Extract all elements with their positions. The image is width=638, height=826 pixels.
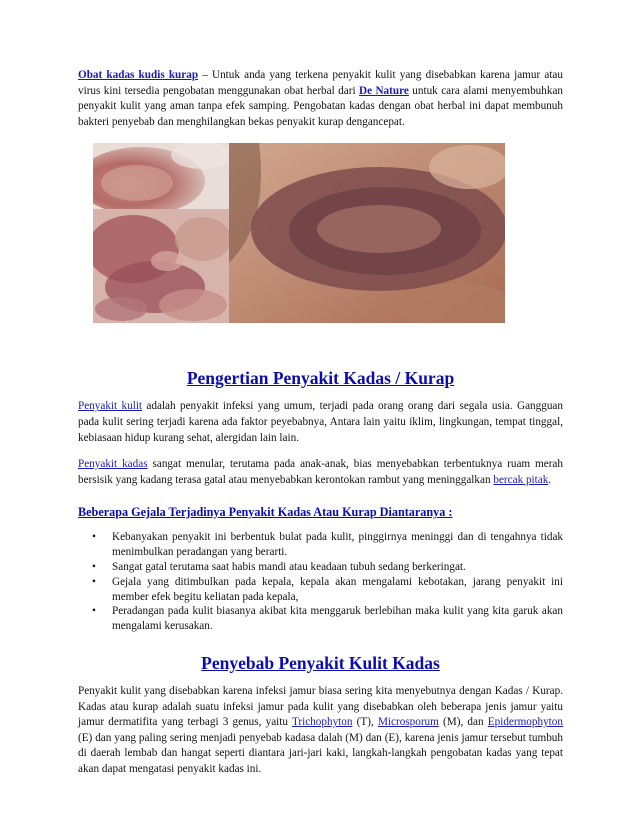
link-microsporum[interactable]: Microsporum [377, 716, 439, 729]
penyebab-text-1: Penyakit kulit yang disebabkan karena infeksi jamur biasa sering kita menyebutnya dengan Kadas / Kurap. Kadas atau kurap adalah suatu infeksi jamur pada kulit yang disebabkan oleh beberapa jenis jamur yaitu jamur dermatifita yang terbagi 3 genus, yaitu [78, 684, 563, 729]
document-page [78, 68, 563, 777]
list-item: • Sangat gatal terutama saat habis mandi atau keadaan tubuh sedang berkeringat. [112, 560, 563, 575]
penyebab-text-3: (M), dan [438, 716, 488, 729]
penyebab-text-2: (T), [352, 716, 378, 729]
link-bercak-pitak[interactable]: bercak pitak [493, 473, 549, 486]
heading-pengertian: Pengertian Penyakit Kadas / Kurap [186, 368, 455, 389]
link-obat-kadas[interactable]: Obat kadas kudis kurap [78, 69, 199, 81]
paragraph-penyakit-kulit [78, 399, 563, 446]
skin-rash-photo-top-left [93, 143, 229, 209]
intro-text-2: untuk cara alami menyembuhkan penyakit kulit yang aman tanpa efek samping. Pengobatan kadas dengan obat herbal ini dapat membunuh bakteri penyebab dan menghilangkan bekas penyakit kurap dengancepat. [78, 84, 564, 128]
link-de-nature[interactable]: De Nature [359, 84, 409, 97]
paragraph-penyakit-kadas-text: sangat menular, terutama pada anak-anak, bias menyebabkan terbentuknya ruam merah bersisik yang kadang terasa gatal atau menyebabkan kerontokan rambut yang meninggalkan [78, 458, 563, 486]
skin-photo-collage [93, 143, 505, 323]
paragraph-penyakit-kadas [78, 457, 563, 488]
list-item: • Gejala yang ditimbulkan pada kepala, kepala akan mengalami kebotakan, jarang penyakit ini member efek begitu keliatan pada kepala, [112, 575, 563, 605]
link-penyakit-kadas[interactable]: Penyakit kadas [78, 458, 148, 471]
paragraph-penyebab [78, 684, 563, 778]
list-item: • Peradangan pada kulit biasanya akibat kita menggaruk berlebihan maka kulit yang kita garuk akan mengalami kerusakan. [112, 604, 563, 634]
paragraph-end: . [548, 473, 552, 486]
symptom-list [78, 530, 563, 634]
intro-text-1: – Untuk anda yang terkena penyakit kulit yang disebabkan karena jamur atau virus kini tersedia pengobatan menggunakan obat herbal dari [78, 69, 563, 97]
heading-gejala: Beberapa Gejala Terjadinya Penyakit Kadas Atau Kurap Diantaranya : [78, 505, 453, 520]
penyebab-text-4: (E) dan yang paling sering menjadi penyebab kadasa dalah (M) dan (E), karena jenis jamur tersebut tumbuh di daerah lembab dan hangat seperti diantara jari-jari kaki, langkah-langkah pengobatan kadas yang tepat akan dapat mengatasi penyakit kadas ini. [78, 731, 563, 775]
intro-paragraph [78, 68, 563, 130]
link-penyakit-kulit[interactable]: Penyakit kulit [78, 400, 143, 413]
skin-rash-photo-right [229, 143, 505, 323]
paragraph-penyakit-kulit-text: adalah penyakit infeksi yang umum, terjadi pada orang orang dari segala usia. Gangguan pada kulit sering terjadi karena ada faktor peyebabnya, Antara lain yaitu iklim, lingkungan, tempat tinggal, kebiasaan hidup kurang sehat, alergidan lain lain. [78, 400, 563, 444]
link-epidermophyton[interactable]: Epidermophyton [487, 716, 563, 729]
heading-penyebab: Penyebab Penyakit Kulit Kadas [201, 652, 440, 673]
list-item: • Kebanyakan penyakit ini berbentuk bulat pada kulit, pinggirnya meninggi dan di tengahnya tidak menimbulkan peradangan yang berarti. [112, 530, 563, 560]
skin-rash-photo-bottom-left [93, 209, 229, 323]
link-trichophyton[interactable]: Trichophyton [291, 716, 353, 729]
